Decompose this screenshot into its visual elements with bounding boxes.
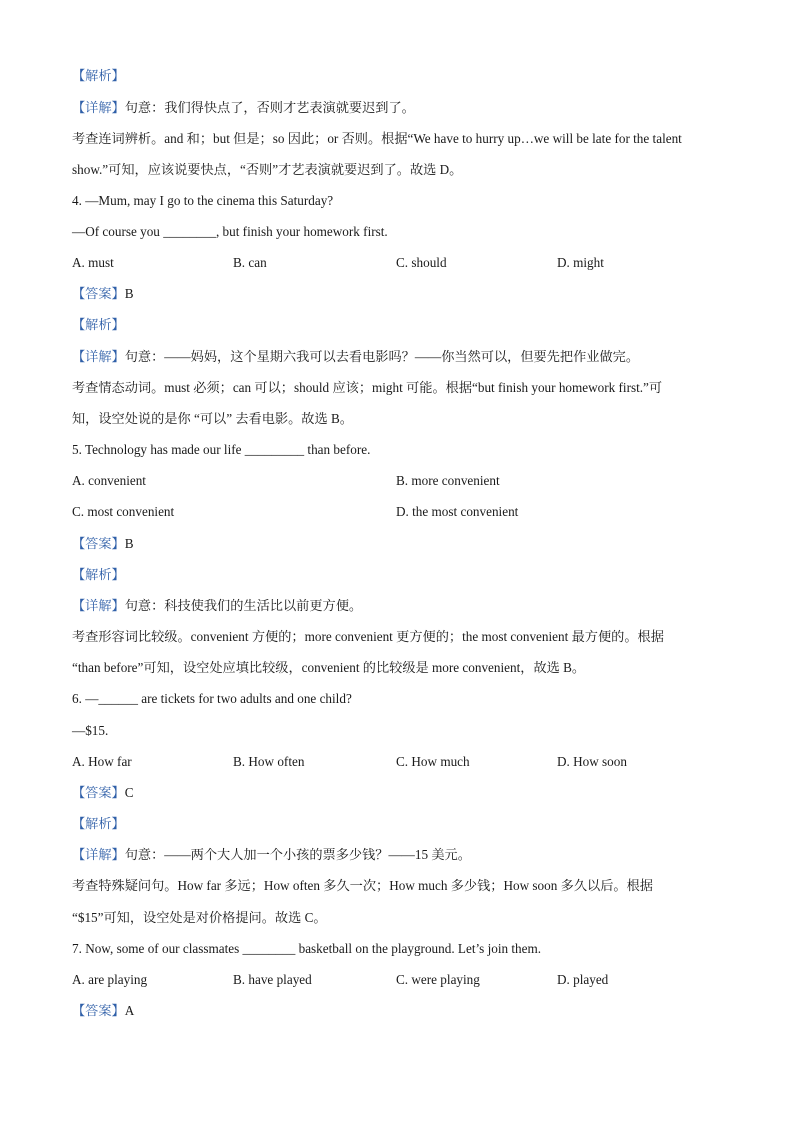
q7-option-a: A. are playing xyxy=(72,972,148,987)
q3-explanation-line2: show.”可知，应该说要快点，“否则”才艺表演就要迟到了。故选 D。 xyxy=(72,162,463,177)
q4-detail: 【详解】句意：——妈妈，这个星期六我可以去看电影吗？——你当然可以，但要先把作业做完。 xyxy=(72,349,640,364)
q4-option-a: A. must xyxy=(72,255,114,270)
q7-option-b: B. have played xyxy=(233,972,312,987)
q6-analysis-heading: 【解析】 xyxy=(72,816,125,831)
q4-explanation-line1: 考查情态动词。must 必须；can 可以；should 应该；might 可能。根据“but finish your homework first.”可 xyxy=(72,380,663,395)
q6-answer: 【答案】C xyxy=(72,785,134,800)
q5-option-b: B. more convenient xyxy=(396,473,500,488)
q5-detail: 【详解】句意：科技使我们的生活比以前更方便。 xyxy=(72,598,363,613)
q4-answer: 【答案】B xyxy=(72,286,134,301)
q5-explanation-line2: “than before”可知，设空处应填比较级，convenient 的比较级是 more convenient，故选 B。 xyxy=(72,660,586,675)
q5-options-row2 xyxy=(72,503,752,521)
q6-option-d: D. How soon xyxy=(557,754,627,769)
q3-explanation-line1: 考查连词辨析。and 和；but 但是；so 因此；or 否则。根据“We have to hurry up…we will be late for the talent xyxy=(72,131,682,146)
q6-stem-line1: 6. —______ are tickets for two adults and one child? xyxy=(72,691,352,706)
q4-option-c: C. should xyxy=(396,255,447,270)
q3-analysis-heading: 【解析】 xyxy=(72,68,125,83)
q4-options xyxy=(72,254,752,272)
q6-explanation-line1: 考查特殊疑问句。How far 多远；How often 多久一次；How much 多少钱；How soon 多久以后。根据 xyxy=(72,878,653,893)
q4-explanation-line2: 知，设空处说的是你 “可以” 去看电影。故选 B。 xyxy=(72,411,353,426)
q7-stem: 7. Now, some of our classmates ________ basketball on the playground. Let’s join them. xyxy=(72,941,542,956)
q6-option-a: A. How far xyxy=(72,754,132,769)
q6-options xyxy=(72,753,752,771)
q5-option-a: A. convenient xyxy=(72,473,146,488)
q7-option-c: C. were playing xyxy=(396,972,480,987)
q4-option-d: D. might xyxy=(557,255,604,270)
q5-explanation-line1: 考查形容词比较级。convenient 方便的；more convenient 更方便的；the most convenient 最方便的。根据 xyxy=(72,629,664,644)
q5-options-row1 xyxy=(72,472,752,490)
q5-analysis-heading: 【解析】 xyxy=(72,567,125,582)
q7-option-d: D. played xyxy=(557,972,609,987)
q5-option-d: D. the most convenient xyxy=(396,504,519,519)
q4-analysis-heading: 【解析】 xyxy=(72,317,125,332)
q5-option-c: C. most convenient xyxy=(72,504,175,519)
q7-options xyxy=(72,971,752,989)
q6-stem-line2: —$15. xyxy=(72,723,109,738)
q4-stem-line1: 4. —Mum, may I go to the cinema this Saturday? xyxy=(72,193,334,208)
q4-option-b: B. can xyxy=(233,255,267,270)
q3-detail: 【详解】句意：我们得快点了，否则才艺表演就要迟到了。 xyxy=(72,100,415,115)
q6-explanation-line2: “$15”可知，设空处是对价格提问。故选 C。 xyxy=(72,910,327,925)
q5-answer: 【答案】B xyxy=(72,536,134,551)
q5-stem: 5. Technology has made our life _________ than before. xyxy=(72,442,371,457)
q6-option-b: B. How often xyxy=(233,754,305,769)
q6-detail: 【详解】句意：——两个大人加一个小孩的票多少钱？——15 美元。 xyxy=(72,847,471,862)
q6-option-c: C. How much xyxy=(396,754,470,769)
q4-stem-line2: —Of course you ________, but finish your homework first. xyxy=(72,224,388,239)
q7-answer: 【答案】A xyxy=(72,1003,135,1018)
